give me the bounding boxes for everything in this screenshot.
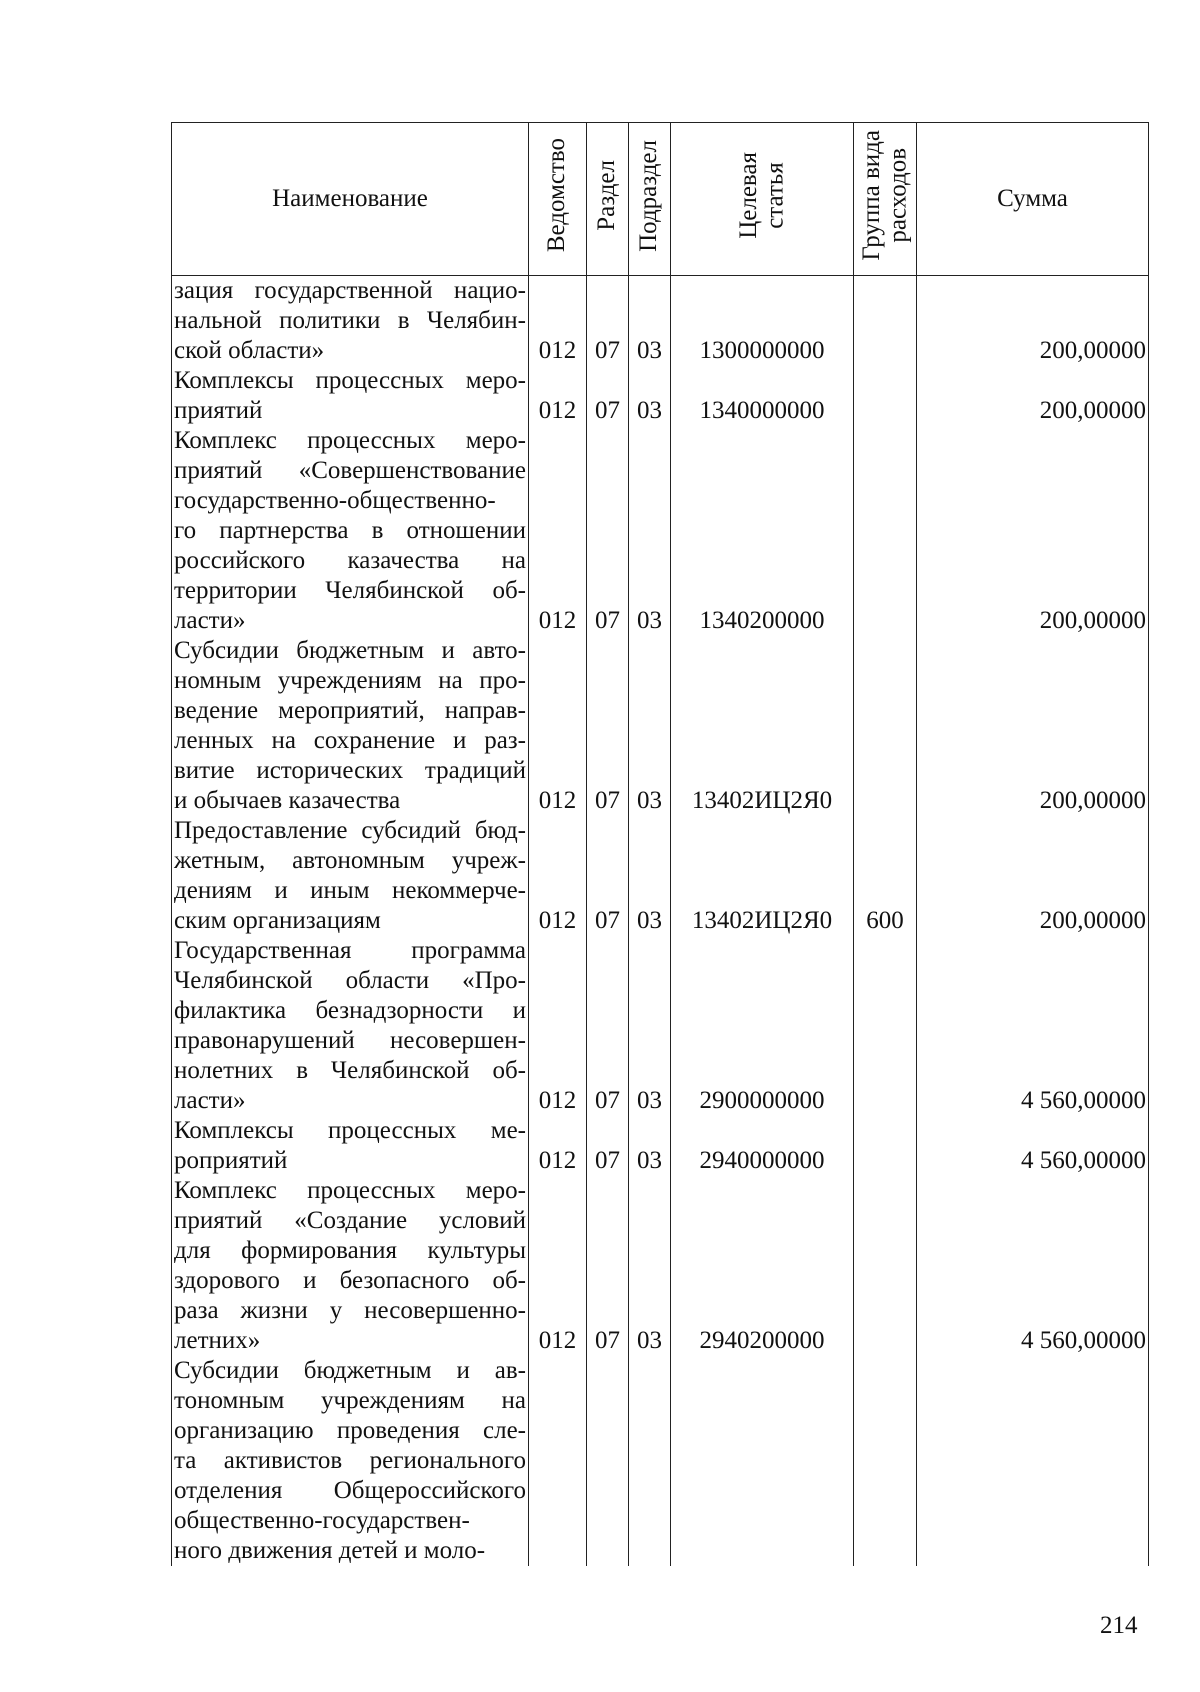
table-body — [172, 276, 1149, 1567]
row-vedomstvo: 012 — [529, 1116, 587, 1176]
row-gruppa-vida-rashodov — [854, 936, 917, 1116]
row-gruppa-vida-rashodov — [854, 276, 917, 367]
row-name-line: ским организациям — [174, 907, 381, 934]
row-gruppa-vida-rashodov — [854, 366, 917, 426]
row-name-line: приятий — [174, 397, 263, 424]
row-name-line: го партнерства в отношении — [174, 517, 526, 544]
row-summa: 200,00000 — [917, 276, 1149, 367]
row-vedomstvo: 012 — [529, 936, 587, 1116]
row-celevaya-statya: 13402ИЦ2Я0 — [671, 816, 854, 936]
row-razdel: 07 — [587, 816, 629, 936]
table-row — [172, 276, 1149, 367]
row-summa: 4 560,00000 — [917, 1176, 1149, 1356]
row-celevaya-statya: 13402ИЦ2Я0 — [671, 636, 854, 816]
row-gruppa-vida-rashodov — [854, 1176, 917, 1356]
row-celevaya-statya: 1340200000 — [671, 426, 854, 636]
row-name-line: ведение мероприятий, направ- — [174, 697, 526, 724]
row-razdel: 07 — [587, 1116, 629, 1176]
header-razdel: Раздел — [587, 123, 629, 276]
row-name-line: зация государственной нацио- — [174, 277, 526, 304]
row-name-line: государственно-общественно- — [174, 487, 496, 514]
row-gruppa-vida-rashodov: 600 — [854, 816, 917, 936]
row-podrazdel: 03 — [629, 426, 671, 636]
row-vedomstvo: 012 — [529, 276, 587, 367]
row-name-line: Субсидии бюджетным и ав- — [174, 1357, 526, 1384]
row-name — [172, 1116, 529, 1176]
row-summa: 4 560,00000 — [917, 1116, 1149, 1176]
row-podrazdel: 03 — [629, 1116, 671, 1176]
row-razdel: 07 — [587, 276, 629, 367]
row-summa: 200,00000 — [917, 426, 1149, 636]
header-summa: Сумма — [917, 123, 1149, 276]
row-podrazdel: 03 — [629, 1176, 671, 1356]
row-vedomstvo: 012 — [529, 366, 587, 426]
header-gruppa-vida-rashodov — [854, 123, 917, 276]
row-summa: 4 560,00000 — [917, 936, 1149, 1116]
row-celevaya-statya: 2940000000 — [671, 1116, 854, 1176]
row-name-line: номным учреждениям на про- — [174, 667, 526, 694]
row-name-line: ласти» — [174, 1087, 246, 1114]
row-podrazdel: 03 — [629, 816, 671, 936]
row-name — [172, 1176, 529, 1356]
row-podrazdel: 03 — [629, 366, 671, 426]
row-vedomstvo — [529, 1356, 587, 1566]
row-name-line: общественно-государствен- — [174, 1507, 470, 1534]
table-row — [172, 1176, 1149, 1356]
row-summa: 200,00000 — [917, 816, 1149, 936]
table-row — [172, 366, 1149, 426]
header-podrazdel: Подраздел — [629, 123, 671, 276]
row-name-line: филактика безнадзорности и — [174, 997, 526, 1024]
row-celevaya-statya: 1340000000 — [671, 366, 854, 426]
table-row — [172, 936, 1149, 1116]
row-name-line: Субсидии бюджетным и авто- — [174, 637, 526, 664]
row-name-line: Комплексы процессных ме- — [174, 1117, 526, 1144]
table-row — [172, 1116, 1149, 1176]
table-row — [172, 426, 1149, 636]
row-name-line: отделения Общероссийского — [174, 1477, 526, 1504]
row-name — [172, 936, 529, 1116]
row-gruppa-vida-rashodov — [854, 426, 917, 636]
row-name-line: организацию проведения сле- — [174, 1417, 526, 1444]
row-name-line: раза жизни у несовершенно- — [174, 1297, 526, 1324]
row-name-line: нолетних в Челябинской об- — [174, 1057, 526, 1084]
header-gruppa-text: Группа вида расходов — [857, 130, 911, 261]
row-name-line: Предоставление субсидий бюд- — [174, 817, 526, 844]
row-name — [172, 276, 529, 367]
row-celevaya-statya: 2900000000 — [671, 936, 854, 1116]
row-name-line: ного движения детей и моло- — [174, 1537, 486, 1564]
row-name-line: нальной политики в Челябин- — [174, 307, 526, 334]
row-name — [172, 1356, 529, 1566]
row-name-line: правонарушений несовершен- — [174, 1027, 526, 1054]
page-number: 214 — [1100, 1612, 1138, 1639]
row-name-line: ленных на сохранение и раз- — [174, 727, 526, 754]
row-name-line: Комплекс процессных меро- — [174, 427, 526, 454]
row-celevaya-statya: 2940200000 — [671, 1176, 854, 1356]
row-name-line: летних» — [174, 1327, 261, 1354]
row-razdel: 07 — [587, 366, 629, 426]
row-summa: 200,00000 — [917, 636, 1149, 816]
row-name-line: дениям и иным некоммерче- — [174, 877, 526, 904]
row-name-line: и обычаев казачества — [174, 787, 401, 814]
row-razdel: 07 — [587, 426, 629, 636]
row-podrazdel: 03 — [629, 636, 671, 816]
row-name — [172, 636, 529, 816]
row-podrazdel: 03 — [629, 936, 671, 1116]
row-celevaya-statya: 1300000000 — [671, 276, 854, 367]
row-razdel: 07 — [587, 936, 629, 1116]
row-podrazdel — [629, 1356, 671, 1566]
row-name — [172, 366, 529, 426]
row-name-line: витие исторических традиций — [174, 757, 526, 784]
table-row — [172, 1356, 1149, 1566]
row-name-line: территории Челябинской об- — [174, 577, 526, 604]
row-name-line: ской области» — [174, 337, 325, 364]
row-name-line: Комплекс процессных меро- — [174, 1177, 526, 1204]
row-razdel — [587, 1356, 629, 1566]
row-gruppa-vida-rashodov — [854, 636, 917, 816]
row-name-line: ласти» — [174, 607, 246, 634]
row-vedomstvo: 012 — [529, 1176, 587, 1356]
header-name: Наименование — [172, 123, 529, 276]
table-row — [172, 636, 1149, 816]
row-name-line: роприятий — [174, 1147, 288, 1174]
row-name-line: здорового и безопасного об- — [174, 1267, 526, 1294]
row-summa: 200,00000 — [917, 366, 1149, 426]
row-razdel: 07 — [587, 636, 629, 816]
row-razdel: 07 — [587, 1176, 629, 1356]
row-name-line: Комплексы процессных меро- — [174, 367, 526, 394]
header-celevaya-text: Целевая статья — [734, 152, 788, 239]
row-name — [172, 816, 529, 936]
row-name-line: Челябинской области «Про- — [174, 967, 526, 994]
row-gruppa-vida-rashodov — [854, 1356, 917, 1566]
row-podrazdel: 03 — [629, 276, 671, 367]
row-celevaya-statya — [671, 1356, 854, 1566]
row-vedomstvo: 012 — [529, 816, 587, 936]
row-name-line: приятий «Совершенствование — [174, 457, 526, 484]
row-summa — [917, 1356, 1149, 1566]
header-celevaya-statya — [671, 123, 854, 276]
row-name-line: жетным, автономным учреж- — [174, 847, 526, 874]
row-name-line: приятий «Создание условий — [174, 1207, 526, 1234]
table-row — [172, 816, 1149, 936]
row-name-line: для формирования культуры — [174, 1237, 526, 1264]
row-vedomstvo: 012 — [529, 426, 587, 636]
header-vedomstvo: Ведомство — [529, 123, 587, 276]
row-name-line: Государственная программа — [174, 937, 526, 964]
row-name-line: та активистов регионального — [174, 1447, 526, 1474]
row-name — [172, 426, 529, 636]
table-header — [172, 123, 1149, 276]
row-vedomstvo: 012 — [529, 636, 587, 816]
budget-table — [171, 122, 1149, 1566]
row-name-line: тономным учреждениям на — [174, 1387, 526, 1414]
row-gruppa-vida-rashodov — [854, 1116, 917, 1176]
row-name-line: российского казачества на — [174, 547, 526, 574]
